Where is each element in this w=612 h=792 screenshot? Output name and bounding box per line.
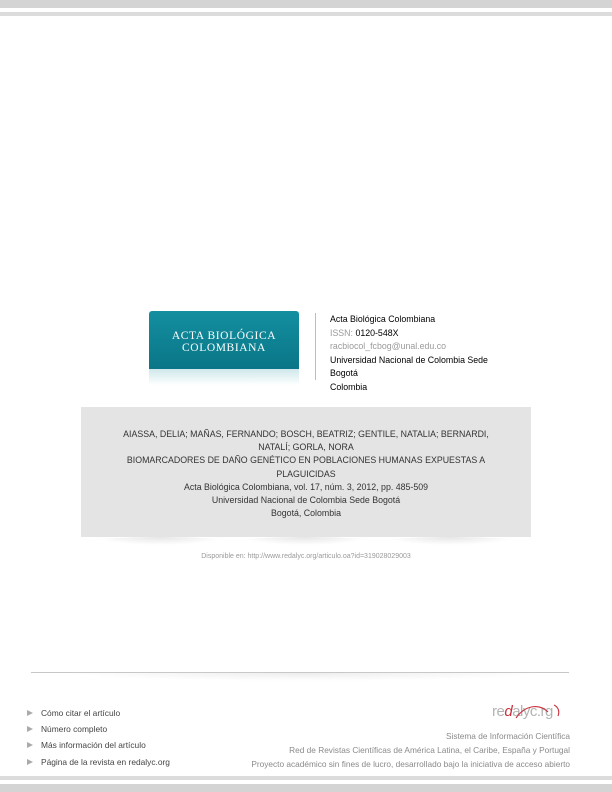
footer-line-1: Sistema de Información Científica	[445, 731, 570, 741]
link-label: Más información del artículo	[41, 740, 146, 751]
redalyc-swoosh-icon	[514, 702, 564, 722]
journal-name: Acta Biológica Colombiana	[330, 314, 436, 324]
available-url[interactable]: Disponible en: http://www.redalyc.org/articulo.oa?id=319028029003	[201, 553, 411, 560]
wordmark-part-1: re	[492, 703, 505, 720]
logo-line-1: ACTA BIOLÓGICA	[171, 330, 277, 342]
link-more-info[interactable]	[27, 739, 170, 755]
wordmark-accent: d	[504, 703, 513, 720]
bottom-border-bar	[0, 784, 612, 792]
footer-line-2: Red de Revistas Científicas de América Latina, el Caribe, España y Portugal	[289, 745, 570, 756]
logo-line-2: COLOMBIANA	[182, 342, 266, 354]
link-full-issue[interactable]	[27, 723, 170, 739]
logo-divider	[315, 313, 316, 380]
link-label: Número completo	[41, 724, 108, 735]
triangle-bullet-icon	[27, 726, 33, 732]
triangle-bullet-icon	[27, 742, 33, 748]
wordmark-part-4: rg	[540, 703, 553, 720]
journal-issn	[330, 327, 488, 341]
journal-info	[330, 313, 488, 395]
link-journal-page[interactable]	[27, 756, 170, 772]
article-citation: Acta Biológica Colombiana, vol. 17, núm. 3, 2012, pp. 485-509	[183, 481, 429, 492]
issn-label: ISSN:	[330, 327, 353, 338]
article-location: Bogotá, Colombia	[271, 508, 341, 519]
link-label: Cómo citar el artículo	[41, 708, 121, 718]
redalyc-logo[interactable]	[492, 702, 572, 724]
wordmark-part-3: alyc.	[512, 703, 541, 720]
issn-value: 0120-548X	[355, 327, 399, 338]
article-links	[27, 707, 170, 772]
top-border-bar	[0, 0, 612, 8]
logo-reflection	[149, 369, 299, 385]
bottom-border-line	[0, 776, 612, 780]
reference-box-shadow	[95, 537, 515, 547]
triangle-bullet-icon	[27, 759, 33, 765]
link-label: Página de la revista en redalyc.org	[41, 756, 170, 767]
footer-divider-shadow	[60, 673, 550, 681]
article-reference-box	[81, 407, 531, 537]
journal-email: racbiocol_fcbog@unal.edu.co	[330, 341, 447, 352]
link-cite-article[interactable]	[27, 707, 170, 723]
article-institution: Universidad Nacional de Colombia Sede Bogotá	[211, 495, 401, 506]
journal-publisher-line1: Universidad Nacional de Colombia Sede	[330, 354, 488, 365]
article-authors: AIASSA, DELIA; MAÑAS, FERNANDO; BOSCH, BEATRIZ; GENTILE, NATALIA; BERNARDI, NATALÍ; GORLA, NORA	[123, 429, 489, 453]
journal-logo	[149, 311, 299, 369]
triangle-bullet-icon	[27, 710, 33, 716]
footer-text	[251, 729, 570, 772]
journal-publisher-line2: Bogotá	[330, 368, 358, 379]
journal-country: Colombia	[330, 381, 368, 392]
article-title: BIOMARCADORES DE DAÑO GENÉTICO EN POBLACIONES HUMANAS EXPUESTAS A PLAGUICIDAS	[126, 455, 486, 479]
top-border-line	[0, 12, 612, 16]
footer-line-3: Proyecto académico sin fines de lucro, desarrollado bajo la iniciativa de acceso abierto	[251, 759, 570, 770]
